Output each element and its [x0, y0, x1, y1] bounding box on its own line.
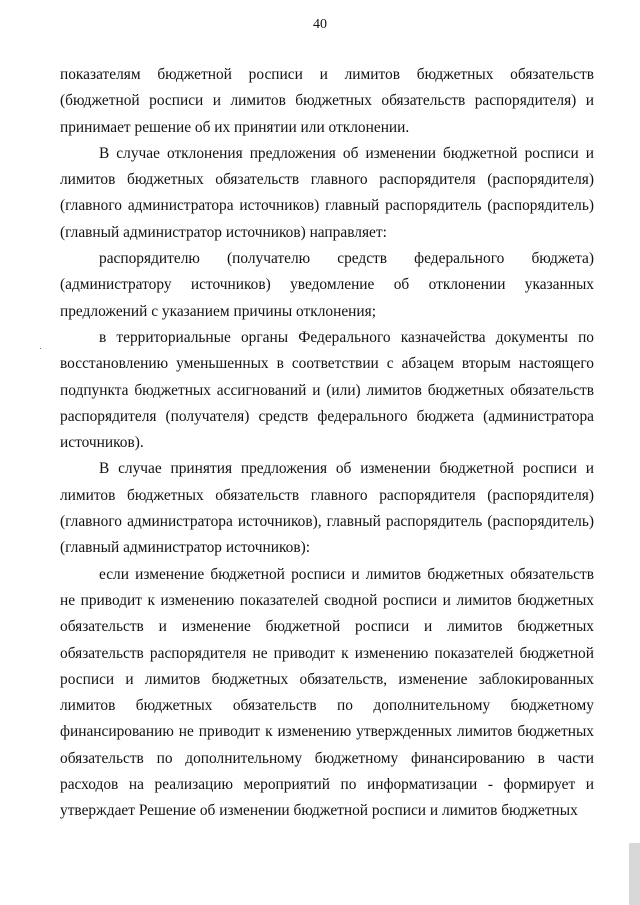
paragraph-treasury-documents: в территориальные органы Федерального казначейства документы по восстановлению уменьшенных в соответствии с абзацем вторым настоящего подпункта бюджетных ассигнований и (или) лимитов бюджетных обязательств распорядителя (получателя) средств федерального бюджета (администратора источников).	[60, 328, 594, 452]
paragraph-continuation: показателям бюджетной росписи и лимитов бюджетных обязательств (бюджетной росписи и лимитов бюджетных обязательств распорядителя) и принимает решение об их принятии или отклонении.	[60, 66, 594, 136]
margin-mark	[40, 348, 41, 349]
page-number: 40	[313, 17, 327, 32]
paragraph-acceptance-condition: если изменение бюджетной росписи и лимитов бюджетных обязательств не приводит к изменению показателей сводной росписи и лимитов бюджетных обязательств и изменение бюджетной росписи и лимитов бюджетных обязательств распорядителя не приводит к изменению показателей бюджетной росписи и лимитов бюджетных обязательств, изменение заблокированных лимитов бюджетных обязательств по дополнительному бюджетному финансированию не приводит к изменению утвержденных лимитов бюджетных обязательств по дополнительному бюджетному финансированию в части расходов на реализацию мероприятий по информатизации - формирует и утверждает Решение об изменении бюджетной росписи и лимитов бюджетных	[60, 565, 594, 820]
paragraph-notify-recipient: распорядителю (получателю средств федерального бюджета) (администратору источников) уведомление об отклонении указанных предложений с указанием причины отклонения;	[60, 250, 594, 320]
scan-edge-shadow	[629, 843, 640, 905]
paragraph-rejection-case: В случае отклонения предложения об изменении бюджетной росписи и лимитов бюджетных обязательств главного распорядителя (распорядителя) (главного администратора источников) главный распорядитель (распорядитель) (главный администратор источников) направляет:	[60, 144, 594, 241]
document-body	[60, 62, 594, 825]
paragraph-acceptance-case: В случае принятия предложения об изменении бюджетной росписи и лимитов бюджетных обязательств главного распорядителя (распорядителя) (главного администратора источников), главный распорядитель (распорядитель) (главный администратор источников):	[60, 460, 594, 557]
